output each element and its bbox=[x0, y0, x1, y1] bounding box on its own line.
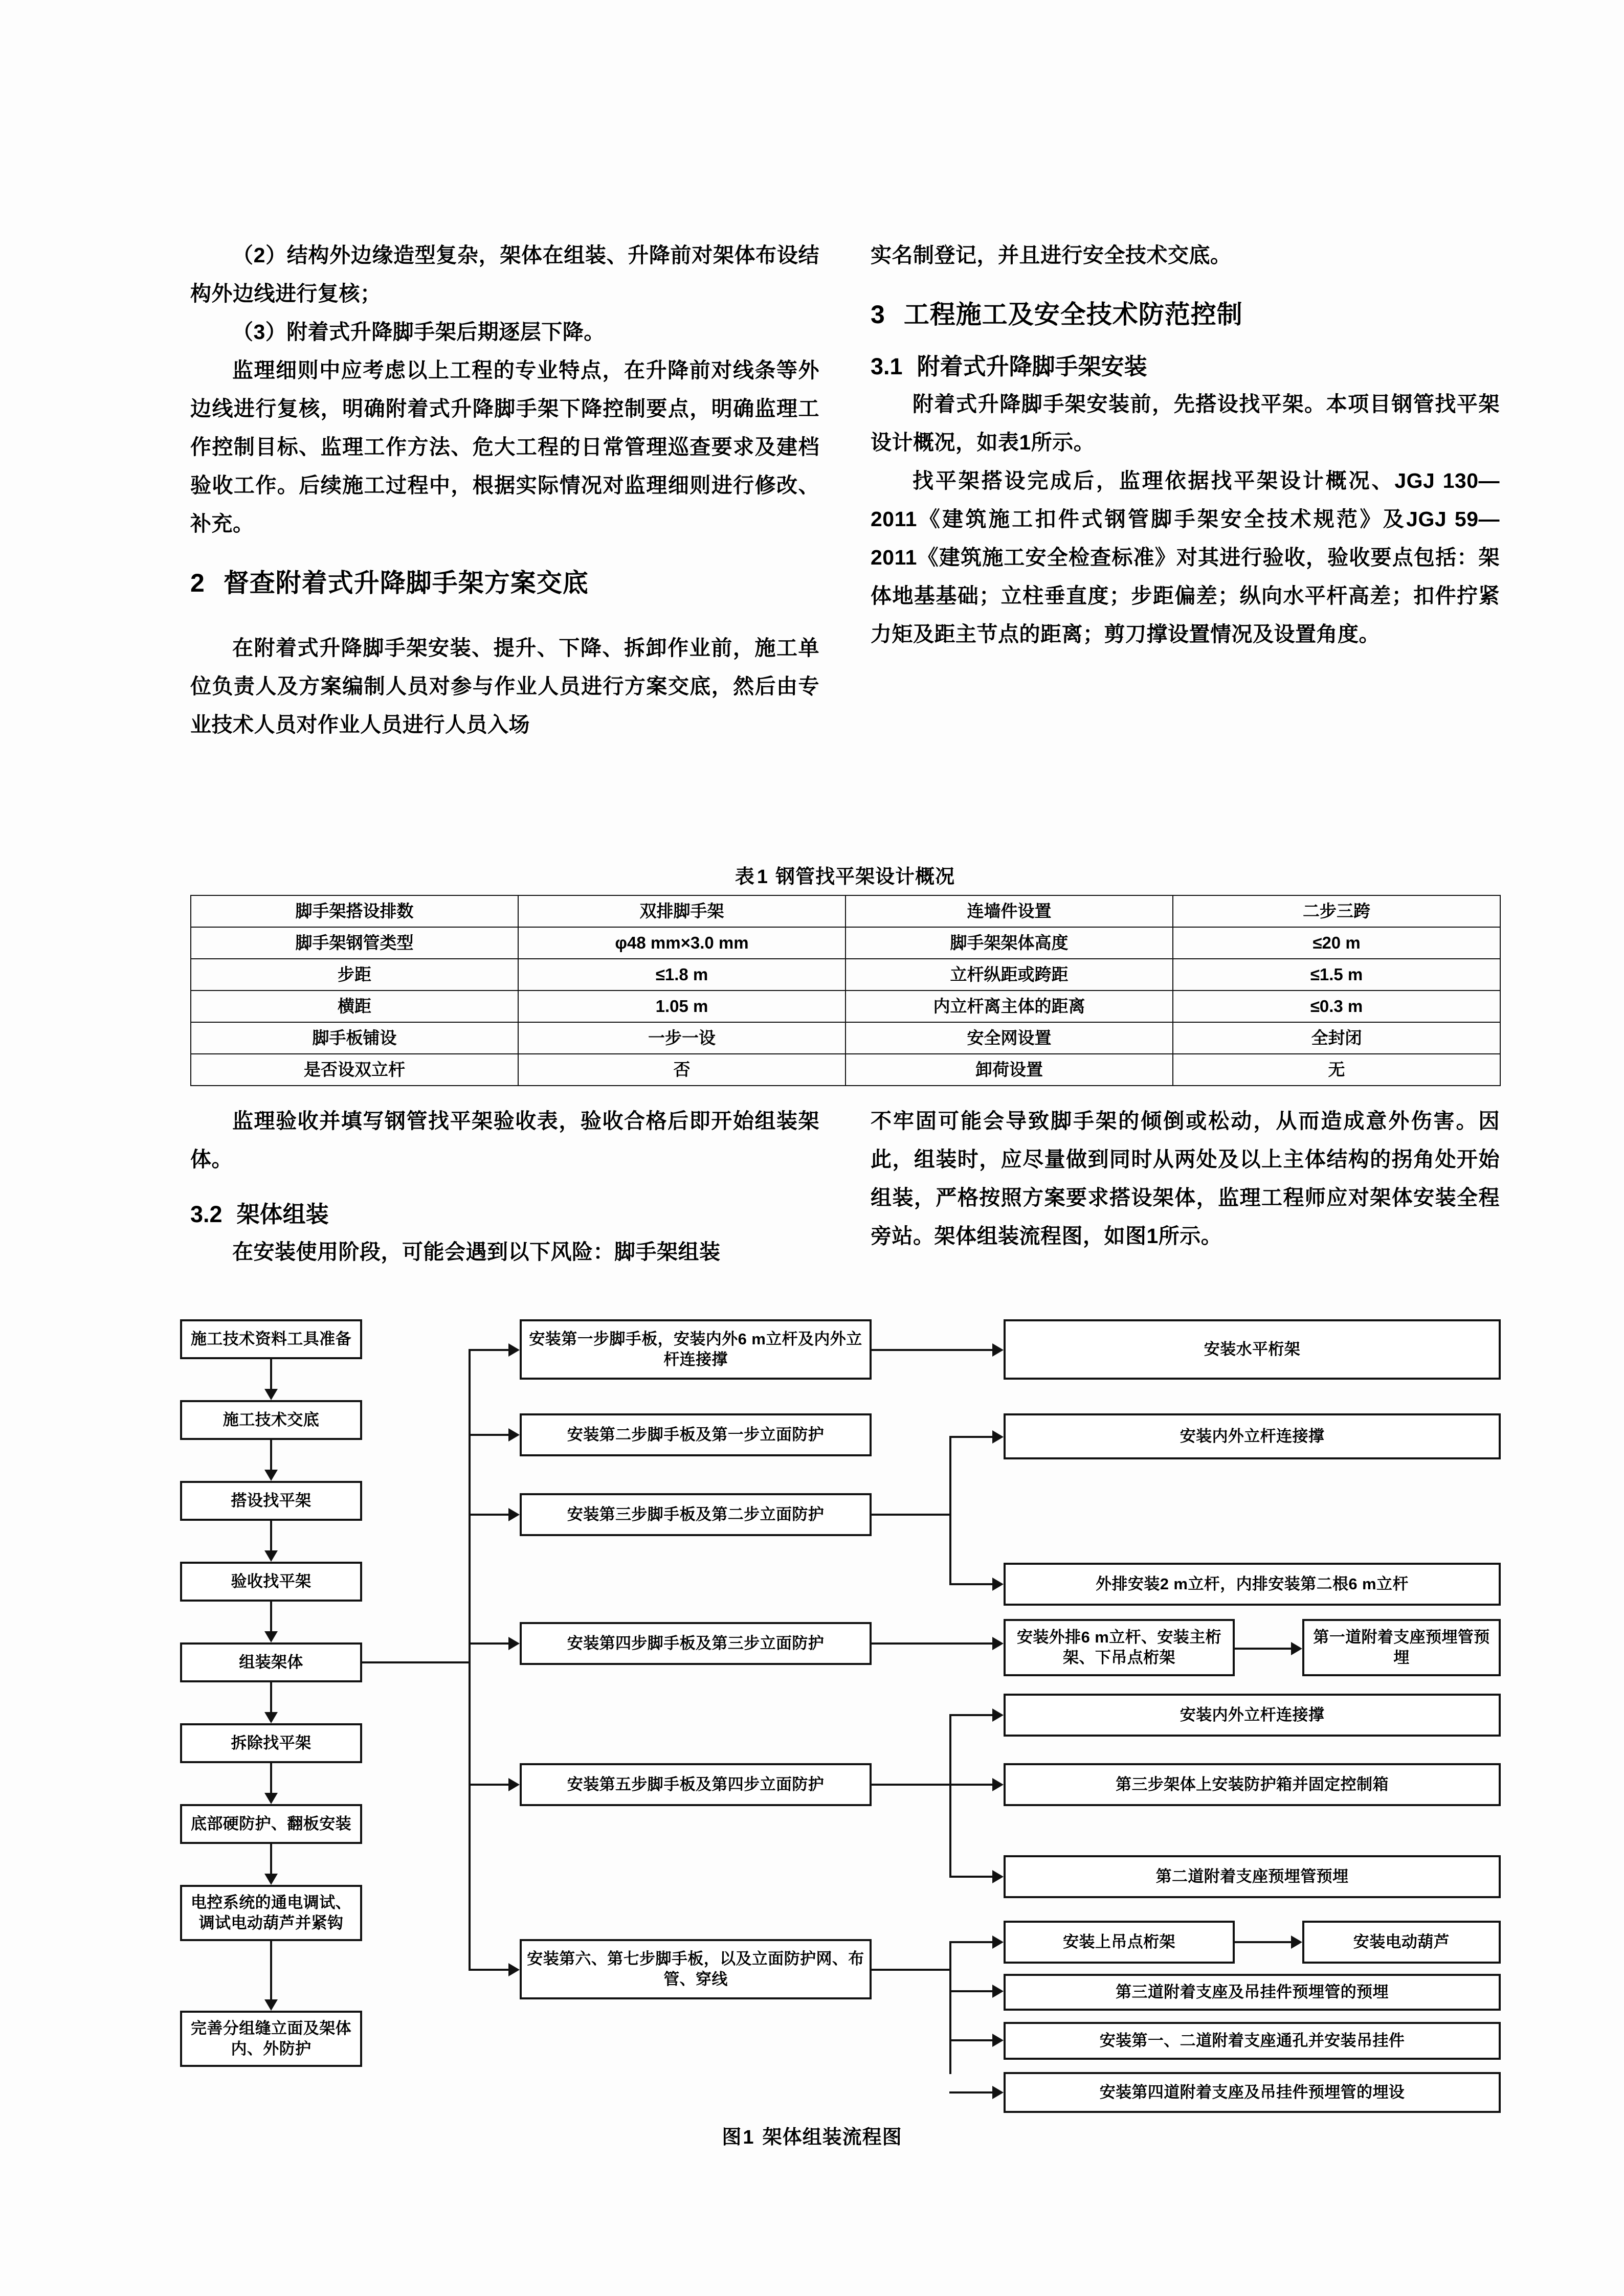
flow-connector bbox=[949, 2039, 994, 2041]
subsection-number-3-2: 3.2 bbox=[190, 1201, 223, 1227]
flow-arrow-right bbox=[992, 1778, 1004, 1791]
flow-connector bbox=[949, 1941, 951, 2074]
flow-arrow-right bbox=[992, 1343, 1004, 1357]
flow-connector bbox=[949, 1714, 994, 1716]
table1-label: 表 bbox=[735, 866, 755, 888]
flow-box-right-4: 安装外排6 m立杆、安装主桁架、下吊点桁架 bbox=[1004, 1619, 1235, 1676]
section-heading-2 bbox=[190, 567, 819, 599]
flow-arrow-down bbox=[264, 1631, 278, 1642]
table-cell: φ48 mm×3.0 mm bbox=[518, 927, 846, 959]
flow-box-right-1: 安装水平桁架 bbox=[1004, 1319, 1501, 1380]
flow-box-left-2: 施工技术交底 bbox=[180, 1400, 362, 1440]
spacer bbox=[190, 617, 819, 629]
flow-arrow-down bbox=[264, 1793, 278, 1804]
figure1-number: 1 bbox=[743, 2127, 754, 2148]
flow-box-mid-6: 安装第六、第七步脚手板，以及立面防护网、布管、穿线 bbox=[520, 1939, 872, 1999]
flow-connector bbox=[1235, 1648, 1293, 1650]
flow-arrow-right bbox=[992, 1430, 1004, 1444]
flow-connector bbox=[270, 1763, 272, 1795]
section-title-2: 督查附着式升降脚手架方案交底 bbox=[223, 569, 589, 597]
right-column bbox=[871, 236, 1500, 654]
flow-box-left-4: 验收找平架 bbox=[180, 1562, 362, 1602]
table-cell: 双排脚手架 bbox=[518, 895, 846, 927]
flow-arrow-down bbox=[264, 1550, 278, 1562]
flow-box-right-12: 安装第一、二道附着支座通孔并安装吊挂件 bbox=[1004, 2022, 1501, 2060]
paragraph-3-2-body: 在安装使用阶段，可能会遇到以下风险：脚手架组装 bbox=[232, 1240, 721, 1264]
flow-box-left-8: 电控系统的通电调试、调试电动葫芦并紧钩 bbox=[180, 1885, 362, 1941]
flow-arrow-right bbox=[1291, 1935, 1302, 1949]
table-cell: 脚手架架体高度 bbox=[846, 927, 1173, 959]
flow-box-mid-1: 安装第一步脚手板，安装内外6 m立杆及内外立杆连接撑 bbox=[520, 1319, 872, 1380]
table1-title: 钢管找平架设计概况 bbox=[775, 866, 955, 888]
flow-connector-bus-v bbox=[469, 1350, 471, 1970]
table1-number: 1 bbox=[757, 866, 769, 888]
paragraph-3-1-second: 找平架搭设完成后，监理依据找平架设计概况、JGJ 130—2011《建筑施工扣件式钢管脚手架安全技术规范》及JGJ 59—2011《建筑施工安全检查标准》对其进行验收，验收要点包括：架体地基基础；立柱垂直度；步距偏差；纵向水平杆高差；扣件拧紧力矩及距主节点的距离；剪刀撑设置情况及设置角度。 bbox=[871, 469, 1500, 646]
flow-arrow-right bbox=[508, 1963, 520, 1976]
flow-box-mid-2: 安装第二步脚手板及第一步立面防护 bbox=[520, 1413, 872, 1456]
flow-connector bbox=[469, 1969, 510, 1971]
table-cell: 脚手架搭设排数 bbox=[191, 895, 518, 927]
flow-arrow-right bbox=[992, 1708, 1004, 1722]
flow-connector bbox=[469, 1642, 510, 1645]
flow-arrow-right bbox=[508, 1637, 520, 1650]
left-column bbox=[190, 236, 819, 744]
flow-connector bbox=[270, 1359, 272, 1391]
flow-arrow-right bbox=[508, 1778, 520, 1791]
flow-connector-bus-h bbox=[362, 1661, 471, 1663]
flow-connector bbox=[949, 1784, 994, 1786]
flow-arrow-down bbox=[264, 1874, 278, 1885]
table1-caption bbox=[190, 864, 1500, 890]
table-cell: 否 bbox=[518, 1054, 846, 1086]
flow-box-left-5-assemble: 组装架体 bbox=[180, 1642, 362, 1682]
flow-arrow-right bbox=[992, 2086, 1004, 2099]
flow-arrow-right bbox=[992, 1870, 1004, 1883]
paragraph-item-3: （3）附着式升降脚手架后期逐层下降。 bbox=[232, 320, 605, 344]
figure1-caption bbox=[0, 2121, 1624, 2149]
section-number-2: 2 bbox=[190, 569, 205, 597]
flow-connector bbox=[949, 1583, 994, 1585]
section-number-3: 3 bbox=[871, 300, 885, 329]
flow-connector bbox=[949, 1436, 951, 1585]
flow-connector bbox=[270, 1521, 272, 1552]
flow-arrow-right bbox=[1291, 1642, 1302, 1655]
flow-connector bbox=[270, 1844, 272, 1876]
flow-box-right-2: 安装内外立杆连接撑 bbox=[1004, 1413, 1501, 1459]
flow-arrow-right bbox=[992, 1935, 1004, 1949]
flow-box-left-6: 拆除找平架 bbox=[180, 1723, 362, 1763]
flow-box-mid-5: 安装第五步脚手板及第四步立面防护 bbox=[520, 1763, 872, 1806]
body-columns bbox=[190, 236, 1500, 744]
paragraph-realname-registration: 实名制登记，并且进行安全技术交底。 bbox=[871, 243, 1232, 267]
flow-arrow-down bbox=[264, 1389, 278, 1400]
paragraph-acceptance-form: 监理验收并填写钢管找平架验收表，验收合格后即开始组装架体。 bbox=[190, 1109, 819, 1171]
flow-box-right-9: 安装上吊点桁架 bbox=[1004, 1921, 1235, 1964]
table-cell: ≤0.3 m bbox=[1173, 991, 1500, 1022]
table-cell: 二步三跨 bbox=[1173, 895, 1500, 927]
table-cell: ≤1.5 m bbox=[1173, 959, 1500, 991]
table-row bbox=[191, 927, 1500, 959]
table-cell: 脚手板铺设 bbox=[191, 1022, 518, 1054]
figure1-title: 架体组装流程图 bbox=[762, 2127, 902, 2148]
flow-connector bbox=[469, 1434, 510, 1436]
table-cell: 脚手架钢管类型 bbox=[191, 927, 518, 959]
flow-arrow-right bbox=[992, 1637, 1004, 1650]
flow-box-left-3: 搭设找平架 bbox=[180, 1481, 362, 1521]
table-cell: ≤1.8 m bbox=[518, 959, 846, 991]
post-table-left-column bbox=[190, 1102, 819, 1271]
flow-arrow-right bbox=[992, 2034, 1004, 2047]
subsection-heading-3-2 bbox=[190, 1199, 819, 1230]
flow-arrow-right bbox=[992, 1985, 1004, 1998]
flow-arrow-right bbox=[508, 1343, 520, 1357]
figure1-label: 图 bbox=[722, 2127, 742, 2148]
table-cell: 步距 bbox=[191, 959, 518, 991]
table-row bbox=[191, 959, 1500, 991]
flow-box-right-5: 第一道附着支座预埋管预埋 bbox=[1302, 1619, 1501, 1676]
post-table-right-column bbox=[871, 1102, 1500, 1255]
flow-connector bbox=[949, 1436, 994, 1438]
flow-box-right-8: 第二道附着支座预埋管预埋 bbox=[1004, 1855, 1501, 1898]
flow-connector bbox=[469, 1349, 510, 1351]
flow-arrow-right bbox=[508, 1508, 520, 1521]
table1-container bbox=[190, 864, 1500, 1086]
flow-connector bbox=[469, 1514, 510, 1516]
flow-connector bbox=[949, 1941, 994, 1943]
flow-box-right-11: 第三道附着支座及吊挂件预埋管的预埋 bbox=[1004, 1974, 1501, 2011]
table-cell: 内立杆离主体的距离 bbox=[846, 991, 1173, 1022]
figure1-flowchart bbox=[0, 1299, 1624, 2168]
table-cell: ≤20 m bbox=[1173, 927, 1500, 959]
table-row bbox=[191, 1022, 1500, 1054]
flow-arrow-down bbox=[264, 1470, 278, 1481]
table-cell: 连墙件设置 bbox=[846, 895, 1173, 927]
flow-box-left-7: 底部硬防护、翻板安装 bbox=[180, 1804, 362, 1844]
table-cell: 无 bbox=[1173, 1054, 1500, 1086]
table-cell: 一步一设 bbox=[518, 1022, 846, 1054]
paragraph-section2-body: 在附着式升降脚手架安装、提升、下降、拆卸作业前，施工单位负责人及方案编制人员对参与作业人员进行方案交底，然后由专业技术人员对作业人员进行人员入场 bbox=[190, 636, 819, 736]
table-row bbox=[191, 1054, 1500, 1086]
flow-box-left-1: 施工技术资料工具准备 bbox=[180, 1319, 362, 1359]
subsection-number-3-1: 3.1 bbox=[871, 353, 903, 379]
flow-arrow-down bbox=[264, 1999, 278, 2011]
table-cell: 横距 bbox=[191, 991, 518, 1022]
table-row bbox=[191, 895, 1500, 927]
flow-box-right-3: 外排安装2 m立杆，内排安装第二根6 m立杆 bbox=[1004, 1563, 1501, 1606]
table-cell: 卸荷设置 bbox=[846, 1054, 1173, 1086]
flow-connector bbox=[949, 1990, 994, 1992]
flow-box-mid-4: 安装第四步脚手板及第三步立面防护 bbox=[520, 1622, 872, 1665]
flow-connector bbox=[872, 1514, 951, 1516]
paragraph-risk-description: 不牢固可能会导致脚手架的倾倒或松动，从而造成意外伤害。因此，组装时，应尽量做到同时从两处及以上主体结构的拐角处开始组装，严格按照方案要求搭设架体，监理工程师应对架体安装全程旁站。架体组装流程图，如图1所示。 bbox=[871, 1109, 1500, 1248]
table-cell: 是否设双立杆 bbox=[191, 1054, 518, 1086]
flow-connector bbox=[949, 1714, 951, 1878]
section-title-3: 工程施工及安全技术防范控制 bbox=[903, 300, 1243, 329]
table-row bbox=[191, 991, 1500, 1022]
flow-box-right-10: 安装电动葫芦 bbox=[1302, 1921, 1501, 1964]
table1 bbox=[190, 895, 1501, 1086]
flow-box-right-6: 安装内外立杆连接撑 bbox=[1004, 1694, 1501, 1737]
table-cell: 安全网设置 bbox=[846, 1022, 1173, 1054]
section-heading-3 bbox=[871, 298, 1500, 331]
subsection-title-3-2: 架体组装 bbox=[236, 1201, 329, 1227]
flow-box-mid-3: 安装第三步脚手板及第二步立面防护 bbox=[520, 1493, 872, 1536]
paragraph-item-2: （2）结构外边缘造型复杂，架体在组装、升降前对架体布设结构外边线进行复核； bbox=[190, 243, 819, 305]
flow-box-left-9: 完善分组缝立面及架体内、外防护 bbox=[180, 2011, 362, 2067]
table-cell: 立杆纵距或跨距 bbox=[846, 959, 1173, 991]
flow-box-right-13: 安装第四道附着支座及吊挂件预埋管的埋设 bbox=[1004, 2072, 1501, 2113]
flow-connector bbox=[270, 1602, 272, 1633]
flow-connector bbox=[949, 1876, 994, 1878]
flow-connector bbox=[949, 2091, 994, 2094]
table-cell: 1.05 m bbox=[518, 991, 846, 1022]
flow-arrow-right bbox=[992, 1578, 1004, 1591]
flow-connector bbox=[872, 1349, 994, 1351]
flow-connector bbox=[469, 1784, 510, 1786]
paragraph-3-1-first: 附着式升降脚手架安装前，先搭设找平架。本项目钢管找平架设计概况，如表1所示。 bbox=[871, 392, 1500, 454]
subsection-title-3-1: 附着式升降脚手架安装 bbox=[917, 353, 1147, 379]
flow-arrow-down bbox=[264, 1712, 278, 1723]
flow-connector bbox=[872, 1969, 951, 1971]
flow-connector bbox=[270, 1941, 272, 2001]
flow-arrow-right bbox=[508, 1428, 520, 1442]
flow-connector bbox=[270, 1682, 272, 1714]
table-cell: 全封闭 bbox=[1173, 1022, 1500, 1054]
flow-connector bbox=[872, 1642, 994, 1645]
paragraph-supervision-detail: 监理细则中应考虑以上工程的专业特点，在升降前对线条等外边线进行复核，明确附着式升降脚手架下降控制要点，明确监理工作控制目标、监理工作方法、危大工程的日常管理巡查要求及建档验收工作。后续施工过程中，根据实际情况对监理细则进行修改、补充。 bbox=[190, 358, 819, 535]
subsection-heading-3-1 bbox=[871, 351, 1500, 382]
flow-connector bbox=[1235, 1941, 1293, 1943]
flow-box-right-7: 第三步架体上安装防护箱并固定控制箱 bbox=[1004, 1763, 1501, 1806]
flow-connector bbox=[270, 1440, 272, 1472]
flow-connector bbox=[872, 1784, 951, 1786]
